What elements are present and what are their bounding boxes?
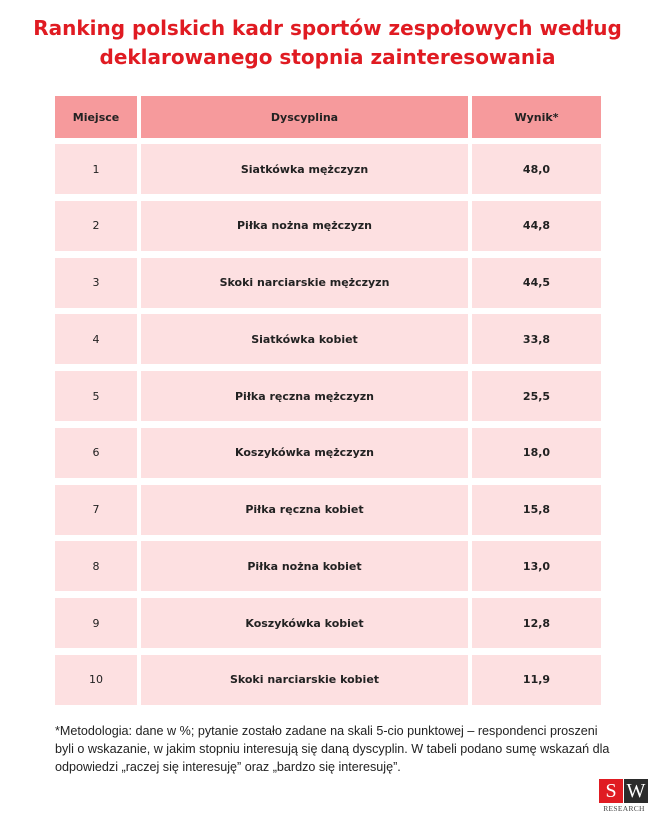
place-cell: 3 [55,258,137,308]
place-cell: 4 [55,314,137,364]
discipline-cell: Koszykówka mężczyzn [141,428,468,478]
discipline-cell: Koszykówka kobiet [141,598,468,648]
header-place: Miejsce [55,96,137,138]
title-line-1: Ranking polskich kadr sportów zespołowych według [33,16,622,40]
place-cell: 2 [55,201,137,251]
methodology-note: *Metodologia: dane w %; pytanie zostało zadane na skali 5-cio punktowej – respondenci proszeni byli o wskazanie, w jakim stopniu interesują się daną dyscyplin. W tabeli podano sumę wskazań dla odpowiedzi „raczej się interesuję” oraz „bardzo się interesuję”. [55,724,610,774]
logo-subtitle: RESEARCH [603,804,645,813]
score-cell: 12,8 [472,598,601,648]
score-cell: 44,8 [472,201,601,251]
table-row [55,144,601,194]
discipline-cell: Skoki narciarskie kobiet [141,655,468,705]
score-cell: 13,0 [472,541,601,591]
discipline-cell: Skoki narciarskie mężczyzn [141,258,468,308]
place-cell: 6 [55,428,137,478]
header-discipline: Dyscyplina [141,96,468,138]
score-cell: 15,8 [472,485,601,535]
discipline-cell: Siatkówka mężczyzn [141,144,468,194]
place-cell: 7 [55,485,137,535]
title-line-2: deklarowanego stopnia zainteresowania [99,45,556,69]
table-row [55,485,601,535]
score-cell: 11,9 [472,655,601,705]
table-row [55,541,601,591]
chart-title [0,14,655,72]
discipline-cell: Siatkówka kobiet [141,314,468,364]
discipline-cell: Piłka nożna kobiet [141,541,468,591]
logo-letter-s: S [599,779,623,803]
table-row [55,598,601,648]
table-header-row [55,96,601,138]
place-cell: 1 [55,144,137,194]
place-cell: 9 [55,598,137,648]
header-score: Wynik* [472,96,601,138]
table-row [55,201,601,251]
table-row [55,258,601,308]
place-cell: 5 [55,371,137,421]
table-row [55,314,601,364]
score-cell: 25,5 [472,371,601,421]
discipline-cell: Piłka ręczna kobiet [141,485,468,535]
table-row [55,428,601,478]
place-cell: 8 [55,541,137,591]
table-row [55,371,601,421]
place-cell: 10 [55,655,137,705]
score-cell: 44,5 [472,258,601,308]
score-cell: 33,8 [472,314,601,364]
table-row [55,655,601,705]
discipline-cell: Piłka nożna mężczyzn [141,201,468,251]
score-cell: 48,0 [472,144,601,194]
logo-letter-w: W [624,779,648,803]
sw-research-logo [599,779,649,813]
discipline-cell: Piłka ręczna mężczyzn [141,371,468,421]
score-cell: 18,0 [472,428,601,478]
